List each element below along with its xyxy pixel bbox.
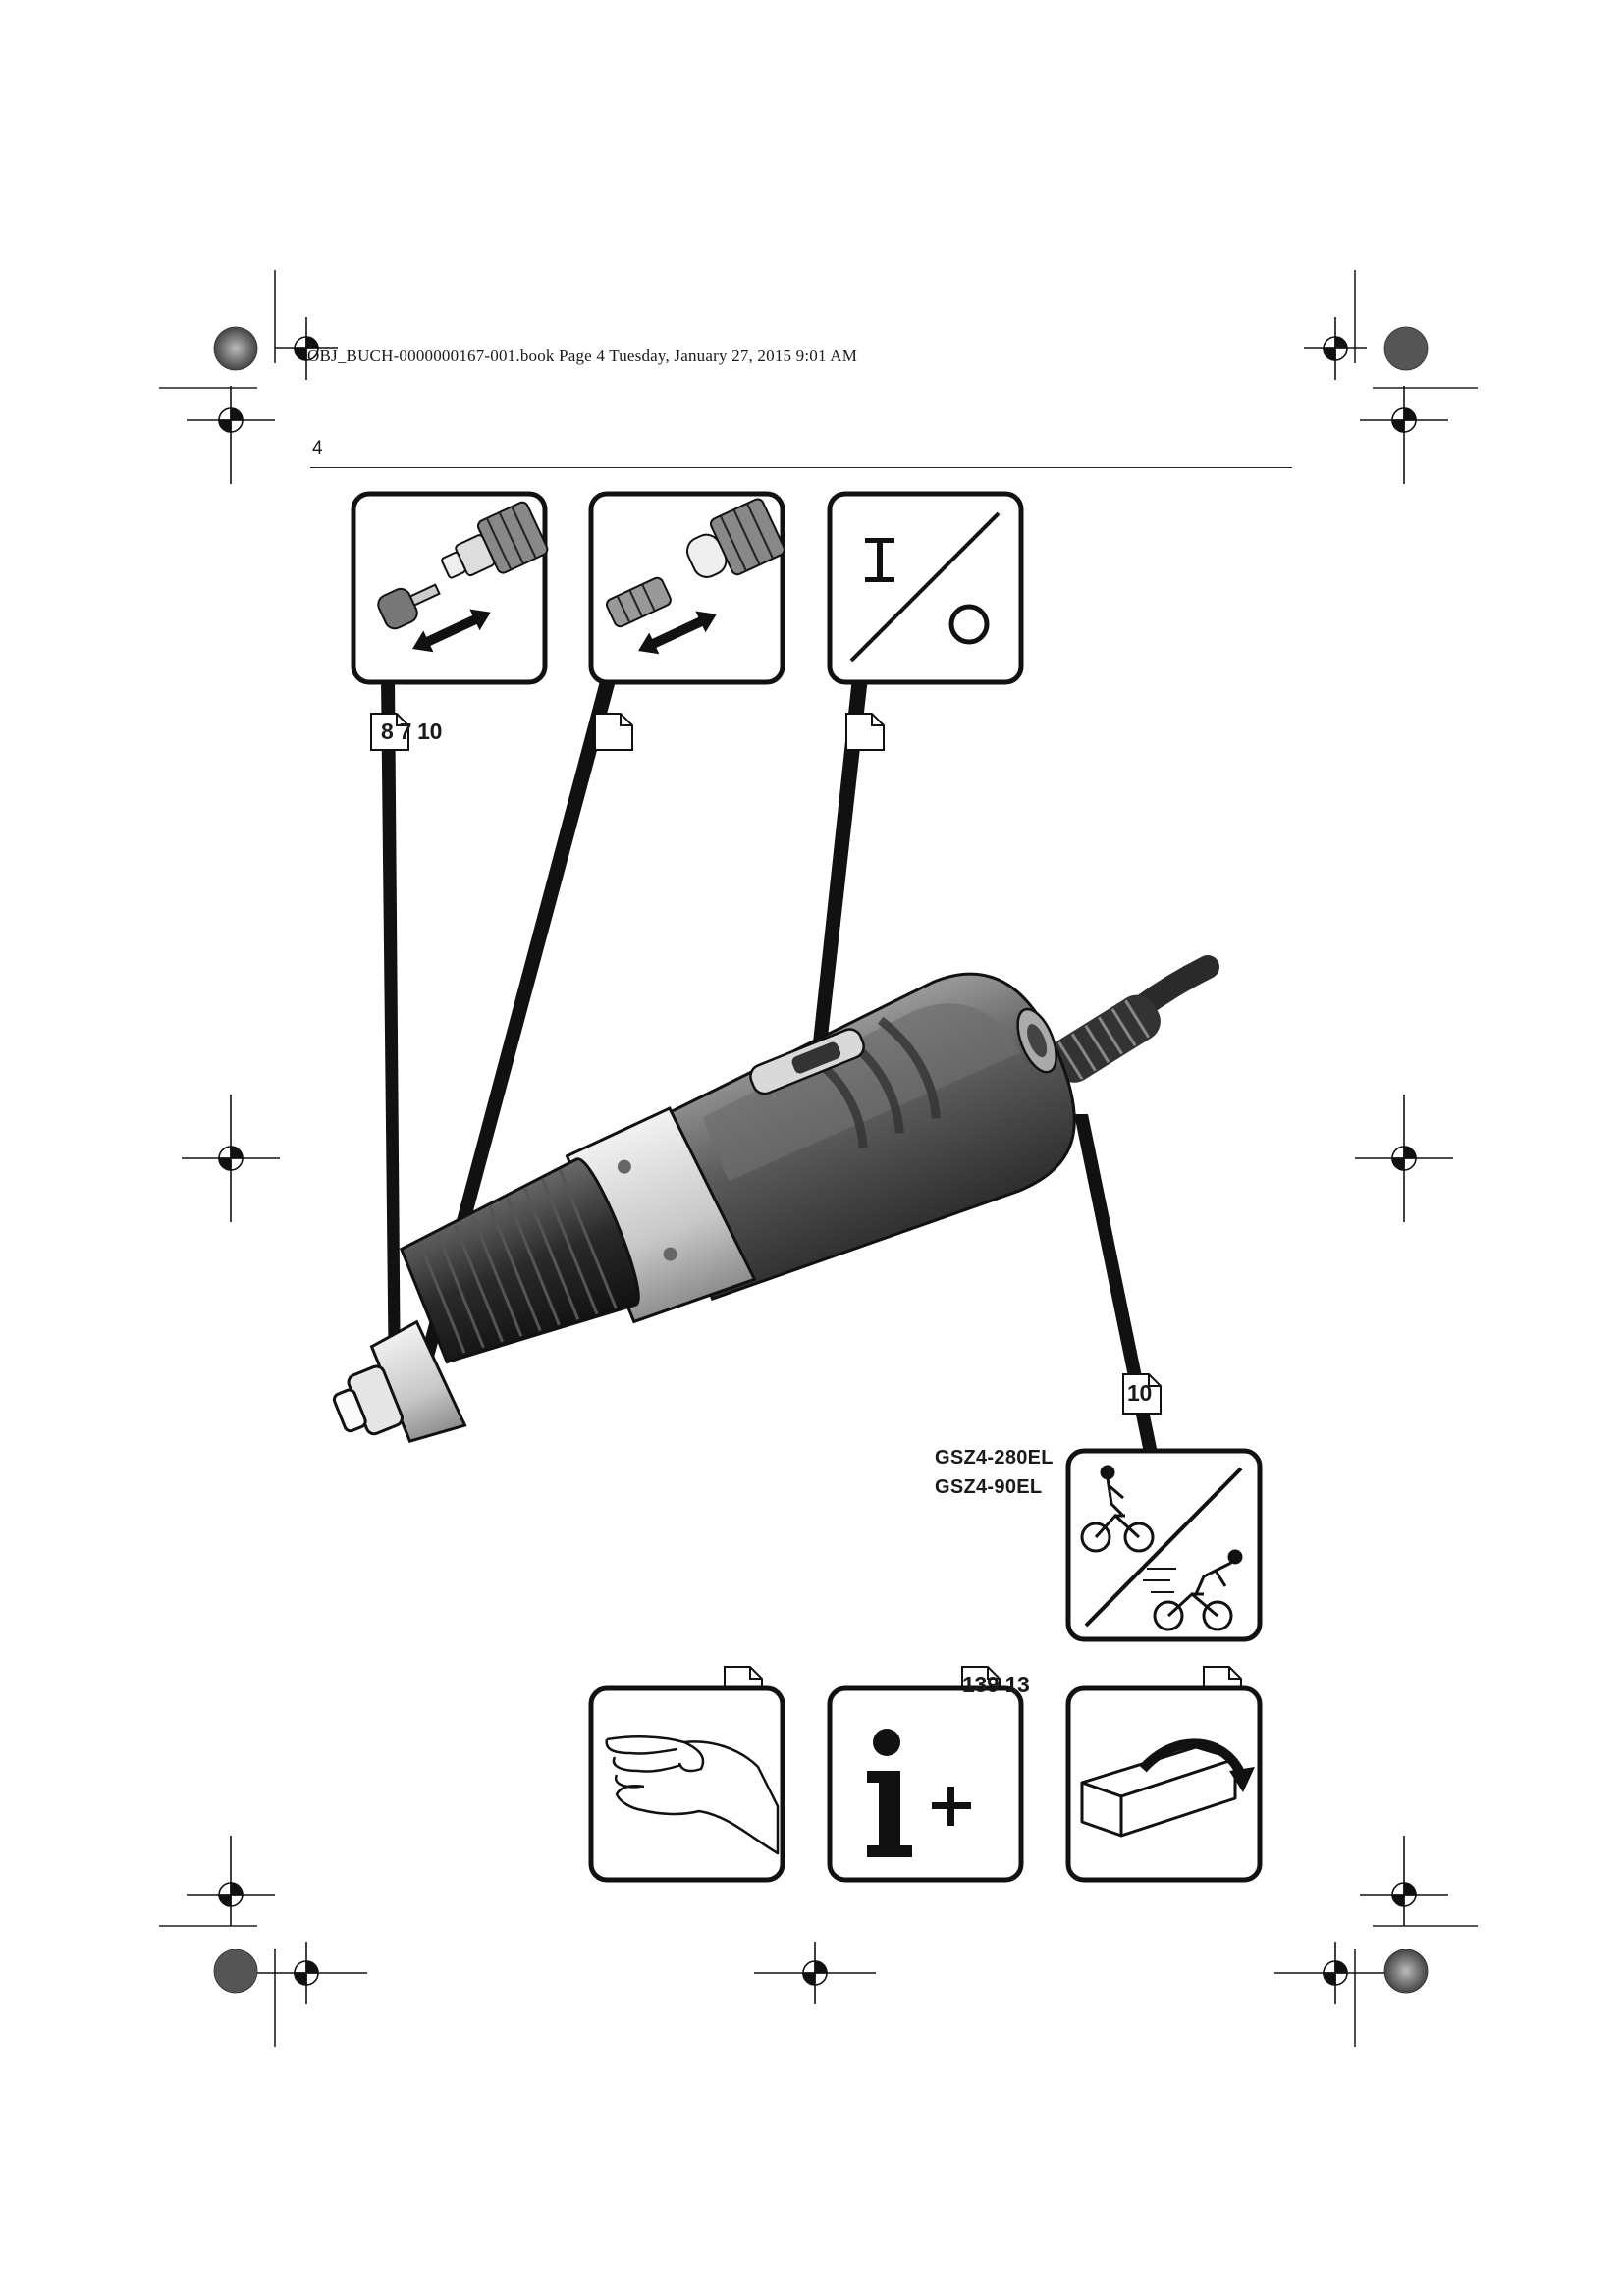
print-header: OBJ_BUCH-0000000167-001.book Page 4 Tuesday, January 27, 2015 9:01 AM	[307, 347, 858, 365]
model-label-2: GSZ4-90EL	[935, 1476, 1043, 1498]
doc-icons	[371, 714, 884, 750]
panel-information	[830, 1688, 1021, 1880]
panel-packaging	[1068, 1688, 1260, 1880]
page-number: 4	[312, 438, 323, 458]
panel-on-off	[830, 494, 1021, 682]
panel-collet-change	[591, 494, 786, 682]
ref-speed-dial: 10	[1127, 1380, 1152, 1406]
ref-tool-insert: 8 7 10	[381, 719, 443, 744]
panel-hand	[591, 1688, 783, 1880]
panel-speed-control	[1068, 1451, 1260, 1639]
panel-tool-insert	[353, 494, 549, 682]
straight-grinder-tool	[318, 948, 1208, 1468]
ref-information: 139 13	[962, 1672, 1030, 1697]
model-label-1: GSZ4-280EL	[935, 1447, 1054, 1468]
